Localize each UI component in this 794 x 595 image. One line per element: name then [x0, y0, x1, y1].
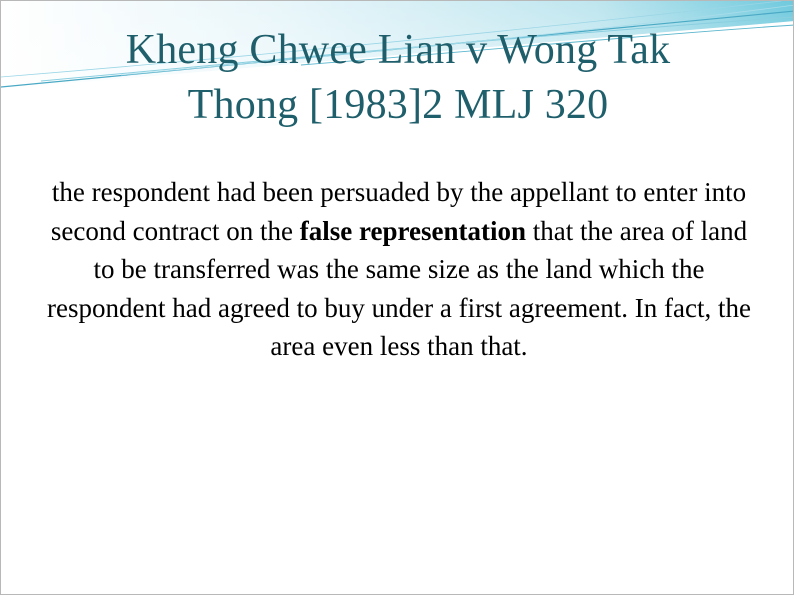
body-text-emphasis: false representation — [299, 215, 526, 246]
slide-title-line-1: Kheng Chwee Lian v Wong Tak — [125, 27, 671, 73]
slide-body-text — [39, 173, 759, 366]
slide-title-line-2: Thong [1983]2 MLJ 320 — [187, 82, 609, 128]
slide-title — [1, 23, 794, 133]
body-text-part-2: that the area of land to be transferred was the same size as the land which the respondent had agreed to buy under a first agreement. In fact, the area even less than that. — [47, 215, 751, 361]
body-text-part-1: the respondent had been persuaded by the appellant to enter into second contract on the — [50, 177, 747, 246]
